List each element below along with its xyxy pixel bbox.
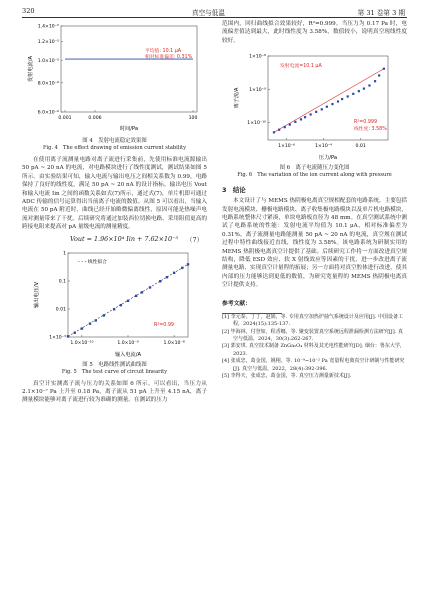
fig6-data-point (283, 126, 285, 128)
fig6-data-point (378, 75, 380, 77)
y-tick-label: 1×10⁻³ (48, 335, 66, 341)
fig5-data-point (134, 294, 136, 296)
right-column (222, 20, 407, 380)
y-tick-label: 1.4×10⁻⁵ (37, 24, 59, 30)
body-paragraph-fit: 范围内，回归曲线拟合效果较好，R²=0.999。当压力为 0.17 Pa 时，电流偏差值达到最大，此时线性度为 3.58%，数值较小，说明真空现线性度较好。 (222, 21, 407, 44)
fig4-legend-rsd: 相对标准偏差: 0.31% (144, 55, 192, 60)
fig6-data-point (294, 121, 296, 123)
reference-item: [1] 李元泰，丁丁，赵娟，等. 专用真空加热炉抽气系统设计及应用[J]. 中国设备工程，2024(15):135-137. (222, 313, 403, 328)
fig5-data-point (66, 335, 68, 337)
equation-7 (22, 234, 207, 246)
fig4-caption-cn: 图 4 发射电流稳定效果图 (82, 138, 147, 144)
fig6-data-point (357, 90, 359, 92)
figure-5-chart (30, 248, 200, 360)
fig6-legend: 发射电流=10.1 μA (279, 64, 322, 70)
equation-formula: Vout = 1.96×10⁴ Iin + 7.62×10⁻⁵ (70, 234, 179, 243)
x-tick-label: 0.001 (57, 116, 72, 121)
fig6-data-point (309, 114, 311, 116)
figure-4-chart (25, 20, 205, 136)
fig4-frame (61, 26, 197, 112)
fig6-ylabel: 离子流/A (233, 87, 240, 109)
fig6-data-point (352, 93, 354, 95)
fig5-xlabel: 输入电流/A (114, 351, 141, 358)
x-tick-label: 0.006 (87, 116, 102, 121)
conclusion-paragraph: 本文设计了与 MEMS 热阴极电离真空规相配套的电路系统，主要包括发射电流模块、栅极电路模块、离子收集极电路模块以及单片机电路模块，电路系统整体尺寸紧凑，单块电路板直径为 48 mm。在真空测试系统中测试了电路系统的性能：发射电流平均值为 10.1 μA，相对标准偏差为 0.31%，离子流测量电路能测量 50 pA ~ 20 nA 的电流，真空规在测试过程中特性曲线接近直线，线性度为 3.58%。该电路系统为研制实用的 MEMS 热阴极电离真空计提供了基础。后续研究工作将一方面改进真空规结构，降低 ESD 效应、软 X 射线效应等因素的干扰，进一步改进离子流测量电路，实现真空计量程的拓展；另一方面将对真空腔体进行改进，使其内部的压力能够达到更低的数值，为研究宽量程的 MEMS 热阴极电离真空计提供支持。 (222, 198, 407, 289)
fig6-data-point (315, 111, 317, 113)
fig6-r2: R²=0.999 (353, 120, 377, 126)
y-tick-label: 1 (62, 251, 66, 257)
page-number: 320 (22, 7, 35, 15)
fig6-linearity: 线性度: 3.58% (353, 127, 387, 133)
fig5-ylabel: 输出电压/V (33, 281, 40, 308)
section-3-heading: 3 结论 (222, 186, 246, 195)
reference-item: [5] 李得天，张成忠，葛金国，等. 真空压力测量新技术[J]. (222, 372, 352, 379)
fig5-data-point (165, 276, 167, 278)
fig6-data-point (373, 80, 375, 82)
equation-number: （7） (186, 235, 203, 244)
y-tick-label: 1×10⁻⁸ (248, 54, 266, 60)
fig6-data-point (299, 118, 301, 120)
y-tick-label: 1×10⁻¹⁰ (246, 121, 266, 127)
fig5-data-point (186, 263, 188, 265)
fig6-data-point (303, 116, 305, 118)
fig6-data-point (336, 101, 338, 103)
body-paragraph-linearity: 在使用离子流测量电路对离子流进行采集前，先使用标准电流源输出 50 pA ~ 20 nA 的电流，对电路模块进行了线性度测试，测试结果如图 5 所示。由实验结果可知，输入电流与输出电压之间相关系数为 0.99，电路保持了良好的线性度，满足 50 pA ~ 20 nA 的设计指标。输出电压 Vout 和输入电流 Iin 之间的函数关系如式(7)所示，通过式(7)，单片机即可通过 ADC 传输的信号运算得出当前离子电流的数值。从图 5 可以看出，当输入电流在 50 pA 附近时，曲线已经开始略微偏离线性，原因可能是热噪声电流对测量带来了干扰。后续研究将通过加装西位切换电路、采用阻值更高的跨接电阻来提高对 pA 量级电流的测量精度。 (22, 157, 207, 231)
y-tick-label: 1×10⁻⁹ (248, 88, 266, 94)
x-tick-label: 1×10⁻⁶ (277, 144, 295, 150)
fig4-ylabel: 发射电流/A (27, 55, 34, 83)
fig5-data-point (159, 280, 161, 282)
fig5-data-point (126, 299, 128, 301)
y-tick-label: 6.0×10⁻⁶ (37, 110, 59, 116)
fig5-data-point (119, 304, 121, 306)
body-paragraph-pressure: 真空计实测离子流与压力的关系如图 6 所示。可以看出，当压力从 2.1×10⁻⁷ Pa 上升至 0.18 Pa，离子流从 51 pA 上升至 4.15 nA，离子测量模块能够对离子流进行较为准确的测量。在测试的压力 (22, 380, 207, 404)
fig6-data-point (368, 85, 370, 87)
fig5-data-point (172, 271, 174, 273)
fig5-data-point (148, 286, 150, 288)
fig6-data-point (325, 106, 327, 108)
fig5-legend-fit: - - - 线性拟合 (77, 259, 107, 265)
reference-item: [2] 毕海林，付登如，程香娜，等. 聚变装置真空系统远程泄漏检测方法研究[J]. 真空与低温，2024，30(3):262-267. (222, 328, 403, 342)
x-tick-label: 1×10⁻⁴ (314, 144, 332, 150)
fig4-xlabel: 时间/Pa (119, 126, 138, 132)
fig6-data-point (346, 96, 348, 98)
reference-item: [3] 郭安琪. 真空技术制备 ZnGa₂O₄ 材料及其光电性能研究[D]. 烟台：鲁东大学，2023. (222, 343, 405, 357)
reference-item: [4] 张成忠，葛金国，姚栩，等. 10⁻⁹~10⁻² Pa 宽量程电离真空计研制与性能研究[J]. 真空与低温，2022，28(4):392-396. (222, 358, 405, 372)
fig5-data-point (102, 314, 104, 316)
fig6-data-point (272, 131, 274, 133)
y-tick-label: 0.01 (55, 307, 66, 313)
fig4-caption-en: Fig. 4 The effect drawing of emission current stability (43, 145, 186, 151)
fig5-data-point (73, 331, 75, 333)
journal-name: 真空与低温 (192, 9, 225, 17)
fig6-data-point (362, 88, 364, 90)
fig5-data-point (94, 319, 96, 321)
x-tick-label: 1.0×10⁻⁹ (116, 340, 139, 346)
left-column (22, 20, 207, 405)
fig6-caption-en: Fig. 6 The variation of the ion current along with pressure (237, 172, 392, 179)
references-heading: 参考文献： (222, 300, 251, 307)
header-rule (22, 17, 407, 18)
x-tick-label: 1.0×10⁻⁸ (162, 340, 185, 346)
y-tick-label: 8.0×10⁻⁶ (37, 81, 59, 87)
fig6-xlabel: 压力/Pa (318, 155, 337, 162)
fig6-data-point (288, 124, 290, 126)
fig4-legend-mean: 平均值: 10.1 μA (144, 49, 181, 54)
x-tick-label: 1.0×10⁻¹⁰ (69, 340, 93, 346)
y-tick-label: 1.0×10⁻⁵ (37, 58, 59, 64)
fig6-caption-cn: 图 6 离子电流随压力变化图 (279, 165, 350, 172)
fig5-data-point (80, 327, 82, 329)
y-tick-label: 1.2×10⁻⁵ (37, 40, 59, 46)
fig5-r2: R²=0.99 (153, 322, 174, 328)
fig5-data-point (181, 266, 183, 268)
fig6-data-point (320, 108, 322, 110)
fig6-data-point (382, 68, 384, 70)
issue-label: 第 31 卷第 3 期 (357, 9, 405, 17)
x-tick-label: 0.01 (355, 144, 366, 150)
fig5-caption-en: Fig. 5 The test curve of circuit linearity (61, 368, 168, 375)
fig5-data-point (112, 308, 114, 310)
fig5-data-point (140, 291, 142, 293)
figure-6-chart (230, 51, 400, 163)
fig5-caption-cn: 图 5 电路线性测试曲线图 (82, 361, 147, 368)
fig5-data-point (88, 322, 90, 324)
fig6-data-point (331, 103, 333, 105)
x-tick-label: 100 (188, 116, 197, 121)
page-header (0, 0, 427, 20)
fig6-data-point (278, 129, 280, 131)
y-tick-label: 0.1 (58, 279, 66, 285)
fig6-data-point (341, 98, 343, 100)
